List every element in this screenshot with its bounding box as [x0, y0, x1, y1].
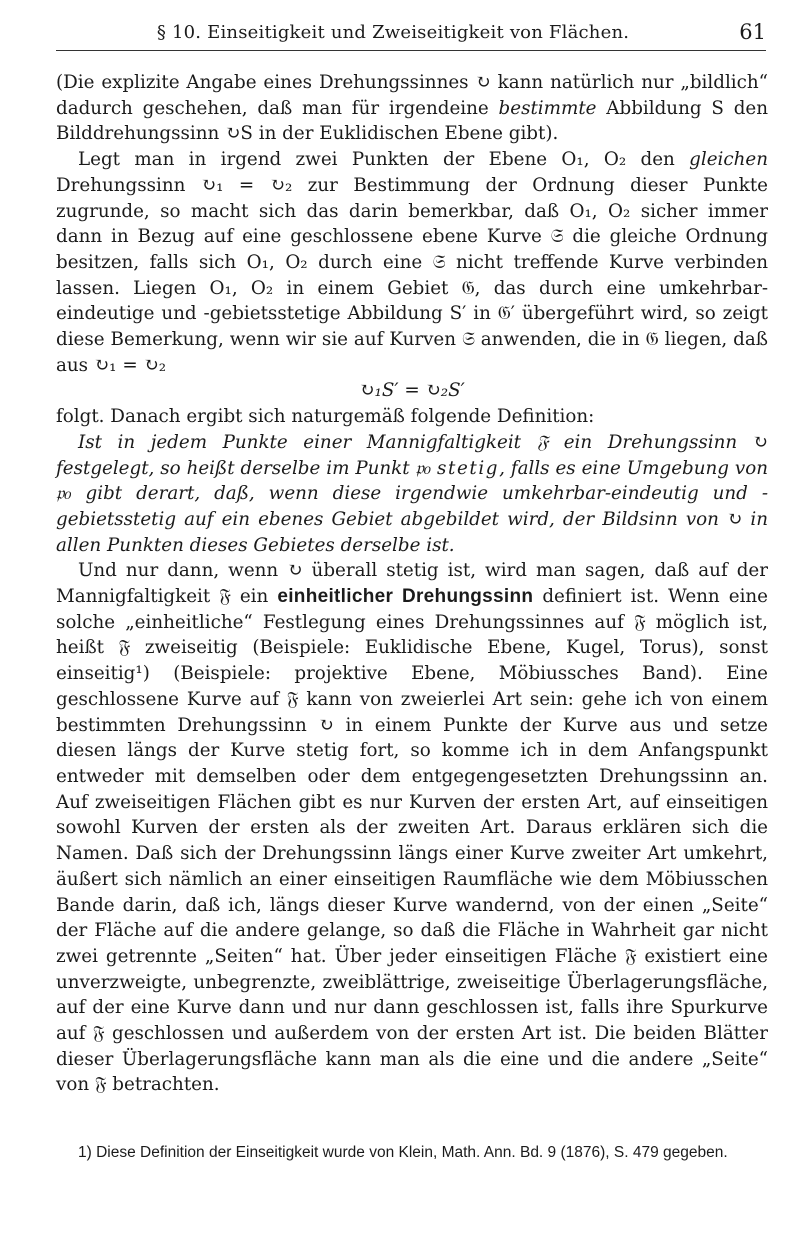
definition: Ist in jedem Punkte einer Mannigfaltigkeit 𝔉 ein Drehungssinn ↻ festgelegt, so heißt derselbe im Punkt 𝔭₀ stetig, falls es eine Umgebung von 𝔭₀ gibt derart, daß, wenn diese irgendwie umkehrbar-eindeutig und -gebietsstetig auf ein ebenes Gebiet abgebildet wird, der Bildsinn von ↻ in allen Punkten dieses Gebietes derselbe ist.	[56, 431, 768, 556]
paragraph-3: folgt. Danach ergibt sich naturgemäß folgende Definition:	[56, 406, 595, 428]
term-stetig: stetig	[437, 457, 500, 479]
term-bestimmte: bestimmte	[498, 97, 597, 119]
footnote	[56, 1142, 768, 1164]
page-number: 61	[739, 20, 766, 44]
paragraph-2: Legt man in irgend zwei Punkten der Ebene O₁, O₂ den gleichen Drehungssinn ↻₁ = ↻₂ zur Bestimmung der Ordnung dieser Punkte zugrunde, so macht sich das darin bemerkbar, daß O₁, O₂ sicher immer dann in Bezug auf eine geschlossene ebene Kurve 𝔖 die gleiche Ordnung besitzen, falls sich O₁, O₂ durch eine 𝔖 nicht treffende Kurve verbinden lassen. Liegen O₁, O₂ in einem Gebiet 𝔊, das durch eine umkehrbar-eindeutige und -gebietsstetige Abbildung S′ in 𝔊′ übergeführt wird, so zeigt diese Bemerkung, wenn wir sie auf Kurven 𝔖 anwenden, die in 𝔊 liegen, daß aus ↻₁ = ↻₂	[56, 149, 768, 376]
term-einheitlicher: einheitlicher Drehungssinn	[277, 586, 534, 608]
footnote-text: 1) Diese Definition der Einseitigkeit wurde von Klein, Math. Ann. Bd. 9 (1876), S. 479 gegeben.	[78, 1144, 728, 1161]
main-text	[56, 70, 768, 1098]
formula: ↻₁S′ = ↻₂S′	[359, 380, 465, 402]
paragraph-4: Und nur dann, wenn ↻ überall stetig ist, wird man sagen, daß auf der Mannigfaltigkeit 𝔉 ein einheitlicher Drehungssinn definiert ist. Wenn eine solche „einheitliche“ Festlegung eines Drehungssinnes auf 𝔉 möglich ist, heißt 𝔉 zweiseitig (Beispiele: Euklidische Ebene, Kugel, Torus), sonst einseitig¹) (Beispiele: projektive Ebene, Möbiussches Band). Eine geschlossene Kurve auf 𝔉 kann von zweierlei Art sein: gehe ich von einem bestimmten Drehungssinn ↻ in einem Punkte der Kurve aus und setze diesen längs der Kurve stetig fort, so komme ich in dem Anfangspunkt entweder mit demselben oder dem entgegengesetzten Drehungssinn an. Auf zweiseitigen Flächen gibt es nur Kurven der ersten Art, auf einseitigen sowohl Kurven der ersten als der zweiten Art. Daraus erklären sich die Namen. Daß sich der Drehungssinn längs einer Kurve zweiter Art umkehrt, äußert sich nämlich an einer einseitigen Raumfläche wie dem Möbiusschen Bande darin, daß ich, längs dieser Kurve wandernd, von der einen „Seite“ der Fläche auf die andere gelange, so daß die Fläche in Wahrheit gar nicht zwei getrennte „Seiten“ hat. Über jeder einseitigen Fläche 𝔉 existiert eine unverzweigte, unbegrenzte, zweiblättrige, zweiseitige Überlagerungsfläche, auf der eine Kurve dann und nur dann geschlossen ist, falls ihre Spurkurve auf 𝔉 geschlossen und außerdem von der ersten Art ist. Die beiden Blätter dieser Überlagerungsfläche kann man als die eine und die andere „Seite“ von 𝔉 betrachten.	[56, 560, 769, 1096]
paragraph-1: (Die explizite Angabe eines Drehungssinnes ↻ kann natürlich nur „bildlich“ dadurch geschehen, daß man für irgendeine bestimmte Abbildung S den Bilddrehungssinn ↻S in der Euklidischen Ebene gibt).	[56, 72, 768, 145]
section-title: § 10. Einseitigkeit und Zweiseitigkeit von Flächen.	[156, 22, 630, 43]
running-header	[56, 16, 766, 51]
term-gleichen: gleichen	[689, 149, 768, 171]
